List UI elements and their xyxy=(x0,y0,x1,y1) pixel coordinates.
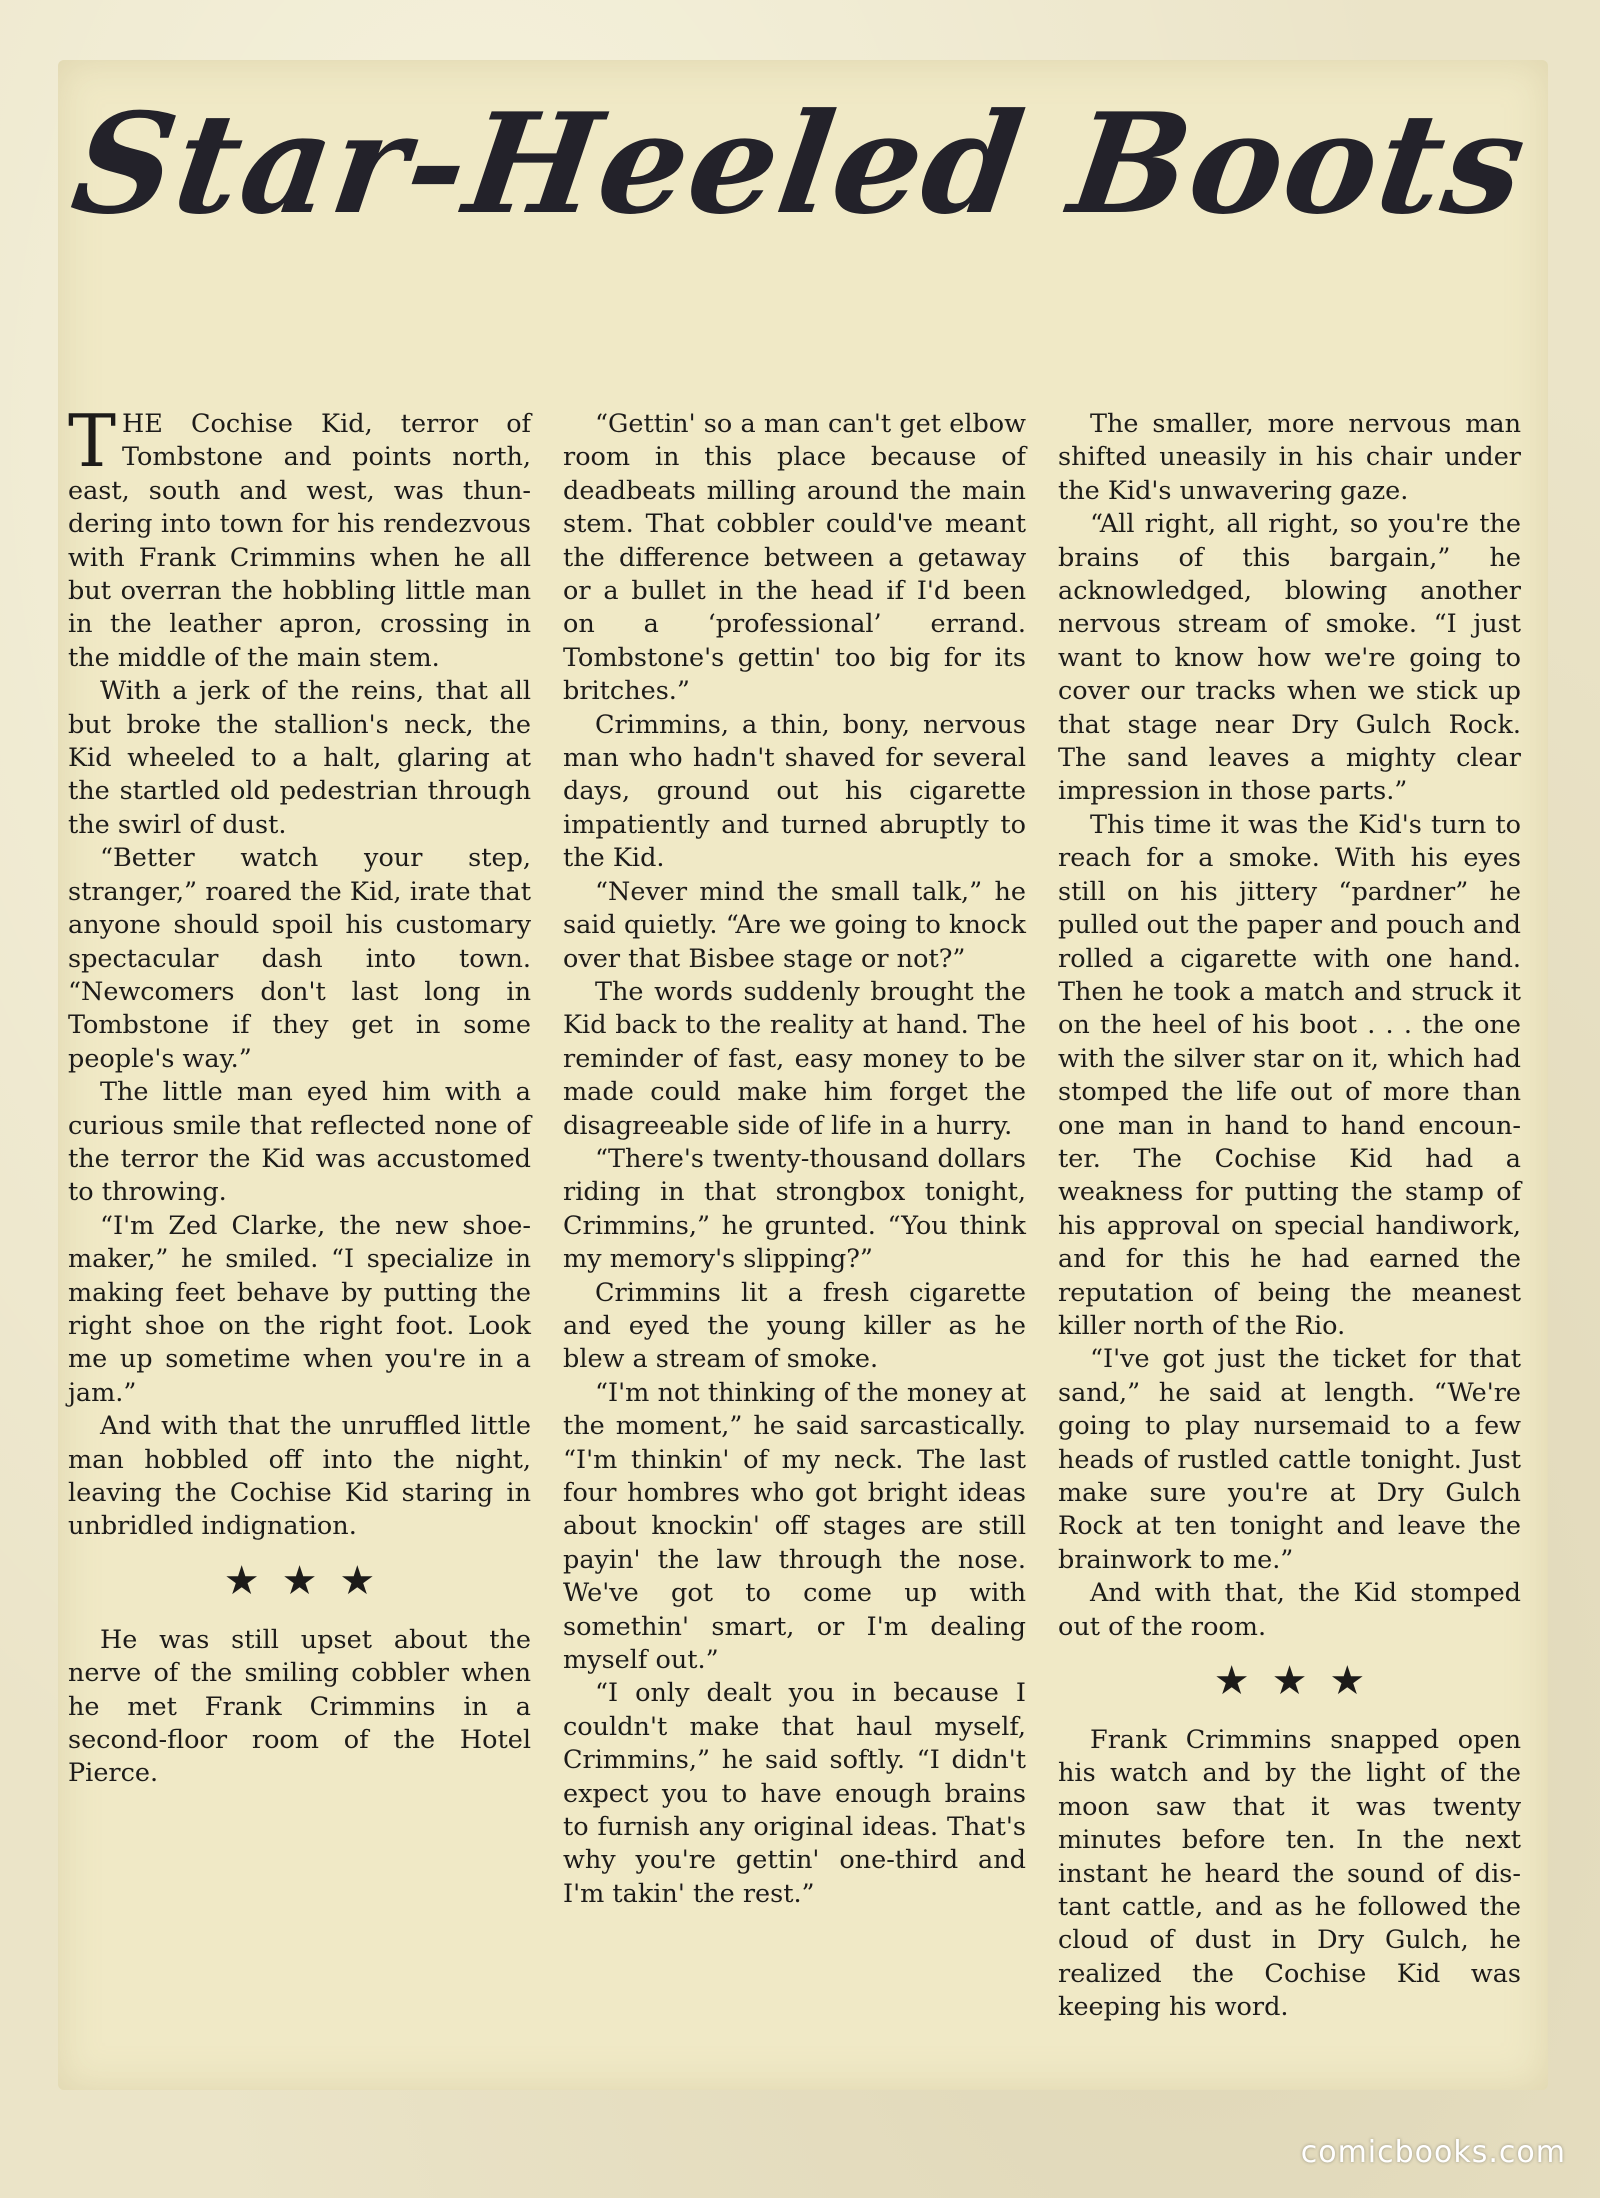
section-break-stars: ★★★ xyxy=(223,1557,398,1604)
paragraph: The smaller, more nervous man shifted uneasily in his chair under the Kid's unwavering gaze. xyxy=(1058,409,1521,506)
section-break-stars: ★★★ xyxy=(1213,1658,1388,1705)
paragraph: “There's twenty-thousand dollars riding in that strongbox tonight, Crimmins,” he grunted. “You think my memory's slipping?” xyxy=(563,1143,1026,1275)
paragraph: “I only dealt you in because I couldn't make that haul myself, Crimmins,” he said softly. “I didn't expect you to have enough brains to furnish any original ideas. That's why you're gettin' one-third and I'm takin' the rest.” xyxy=(563,1678,1026,1909)
story-title: Star-Heeled Boots xyxy=(63,82,1537,245)
text-column-2 xyxy=(563,408,1026,1911)
paragraph: And with that the unruffled little man hobbled off into the night, leaving the Cochise Kid staring in unbridled indignation. xyxy=(68,1411,531,1542)
paragraph: He was still upset about the nerve of the smiling cobbler when he met Frank Crimmins in a second-floor room of the Hotel Pierce. xyxy=(68,1624,531,1789)
paragraph: “Never mind the small talk,” he said quietly. “Are we going to knock over that Bisbee stage or not?” xyxy=(563,876,1026,974)
paragraph: Frank Crimmins snapped open his watch and by the light of the moon saw that it was twenty minutes before ten. In the next instant he heard the sound of distant cattle, and as he followed the cloud of dust in Dry Gulch, he realized the Cochise Kid was keeping his word. xyxy=(1058,1725,1521,2023)
text-column-3 xyxy=(1058,408,1521,2025)
paragraph: And with that, the Kid stomped out of the room. xyxy=(1058,1578,1521,1642)
paragraph xyxy=(68,399,531,675)
paragraph: Crimmins lit a fresh cigarette and eyed the young killer as he blew a stream of smoke. xyxy=(563,1277,1026,1375)
paragraph: Crimmins, a thin, bony, nervous man who hadn't shaved for several days, ground out his cigarette impatiently and turned abruptly to the Kid. xyxy=(563,709,1026,874)
paragraph: “All right, all right, so you're the brains of this bargain,” he acknowledged, blowing another nervous stream of smoke. “I just want to know how we're going to cover our tracks when we stick up that stage near Dry Gulch Rock. The sand leaves a mighty clear impression in those parts.” xyxy=(1058,509,1521,807)
paragraph-text: HE Cochise Kid, terror of Tombstone and points north, east, south and west, was thundering into town for his rendezvous with Frank Crimmins when he all but overran the hobbling little man in the leather apron, crossing in the middle of the main stem. xyxy=(68,409,531,673)
paragraph: This time it was the Kid's turn to reach for a smoke. With his eyes still on his jittery “pardner” he pulled out the paper and pouch and rolled a cigarette with one hand. Then he took a match and struck it on the heel of his boot . . . the one with the silver star on it, which had stomped the life out of more than one man in hand to hand encounter. The Cochise Kid had a weakness for putting the stamp of his approval on special handiwork, and for this he had earned the reputation of being the meanest killer north of the Rio. xyxy=(1058,809,1521,1341)
drop-cap: T xyxy=(68,399,117,483)
watermark-text: comicbooks.com xyxy=(1300,2135,1566,2170)
paragraph: “Better watch your step, stranger,” roared the Kid, irate that anyone should spoil his customary spectacular dash into town. “Newcomers don't last long in Tombstone if they get in some people's way.” xyxy=(68,843,531,1074)
paragraph: “I've got just the ticket for that sand,” he said at length. “We're going to play nursemaid to a few heads of rustled cattle tonight. Just make sure you're at Dry Gulch Rock at ten tonight and leave the brainwork to me.” xyxy=(1058,1344,1521,1575)
paragraph: “I'm Zed Clarke, the new shoemaker,” he smiled. “I specialize in making feet behave by putting the right shoe on the right foot. Look me up sometime when you're in a jam.” xyxy=(68,1210,531,1408)
paragraph: The words suddenly brought the Kid back to the reality at hand. The reminder of fast, easy money to be made could make him forget the disagreeable side of life in a hurry. xyxy=(563,976,1026,1141)
text-column-1 xyxy=(68,399,531,1791)
paragraph: The little man eyed him with a curious smile that reflected none of the terror the Kid was accustomed to throwing. xyxy=(68,1077,531,1208)
paragraph: With a jerk of the reins, that all but broke the stallion's neck, the Kid wheeled to a halt, glaring at the startled old pedestrian through the swirl of dust. xyxy=(68,676,531,840)
paragraph: “I'm not thinking of the money at the moment,” he said sarcastically. “I'm thinkin' of my neck. The last four hombres who got bright ideas about knockin' off stages are still payin' the law through the nose. We've got to come up with somethin' smart, or I'm dealing myself out.” xyxy=(563,1377,1026,1676)
paragraph: “Gettin' so a man can't get elbow room in this place because of deadbeats milling around the main stem. That cobbler could've meant the difference between a getaway or a bullet in the head if I'd been on a ‘professional’ errand. Tombstone's gettin' too big for its britches.” xyxy=(563,409,1026,707)
